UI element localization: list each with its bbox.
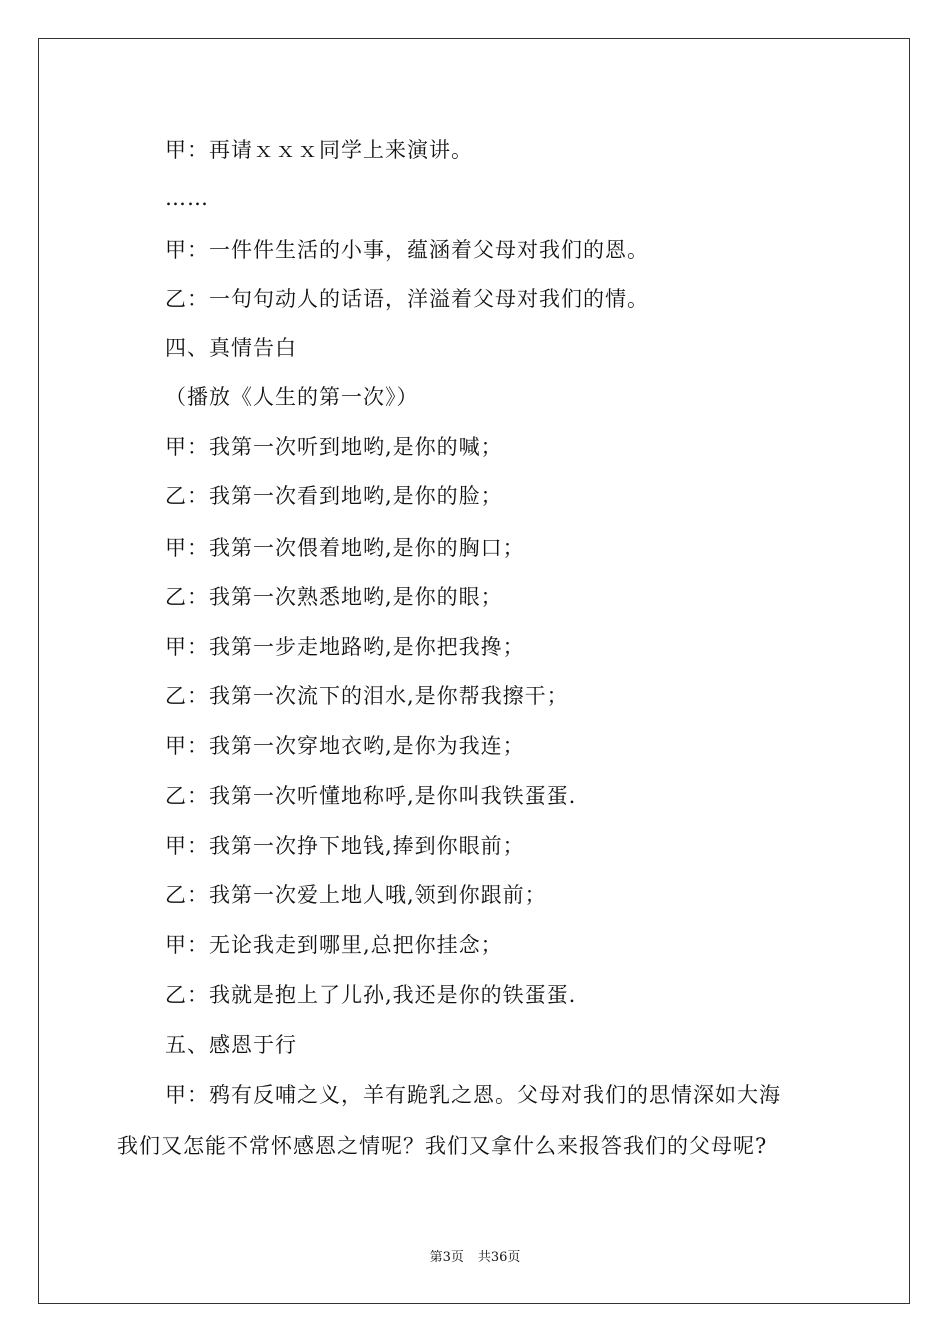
text-line: 甲：我第一次挣下地钱,捧到你眼前； xyxy=(165,834,525,858)
text-line: 乙：我第一次流下的泪水,是你帮我擦干； xyxy=(165,684,569,708)
text-line-continuation: 我们又怎能不常怀感恩之情呢？我们又拿什么来报答我们的父母呢? xyxy=(117,1134,768,1158)
text-line: 乙：我就是抱上了儿孙,我还是你的铁蛋蛋. xyxy=(165,983,577,1007)
text-line: （播放《人生的第一次》） xyxy=(165,385,419,409)
text-line: 甲：再请ｘｘｘ同学上来演讲。 xyxy=(165,138,473,162)
text-line: 乙：我第一次看到地哟,是你的脸； xyxy=(165,484,503,508)
page-border xyxy=(38,38,910,1304)
page-number: 第3页 xyxy=(429,1250,464,1265)
text-line: 甲：我第一次偎着地哟,是你的胸口； xyxy=(165,536,525,560)
text-line: 乙：一句句动人的话语，洋溢着父母对我们的情。 xyxy=(165,287,649,311)
text-line: 乙：我第一次熟悉地哟,是你的眼； xyxy=(165,585,503,609)
text-line: 甲：我第一次穿地衣哟,是你为我连； xyxy=(165,734,525,758)
text-line: 乙：我第一次听懂地称呼,是你叫我铁蛋蛋. xyxy=(165,784,577,808)
text-line: 甲：我第一次听到地哟,是你的喊； xyxy=(165,435,503,459)
text-line: 乙：我第一次爱上地人哦,领到你跟前； xyxy=(165,883,547,907)
text-line: 甲：鸦有反哺之义，羊有跪乳之恩。父母对我们的思情深如大海 xyxy=(165,1083,781,1107)
page-total: 共36页 xyxy=(477,1250,521,1265)
text-line: 甲：无论我走到哪里,总把你挂念； xyxy=(165,933,503,957)
page-footer xyxy=(0,1246,950,1265)
text-line: 甲：一件件生活的小事，蕴涵着父母对我们的恩。 xyxy=(165,238,649,262)
section-heading: 五、感恩于行 xyxy=(165,1033,297,1057)
text-line: 甲：我第一步走地路哟,是你把我搀； xyxy=(165,635,525,659)
text-line: …… xyxy=(165,186,209,210)
section-heading: 四、真情告白 xyxy=(165,336,297,360)
